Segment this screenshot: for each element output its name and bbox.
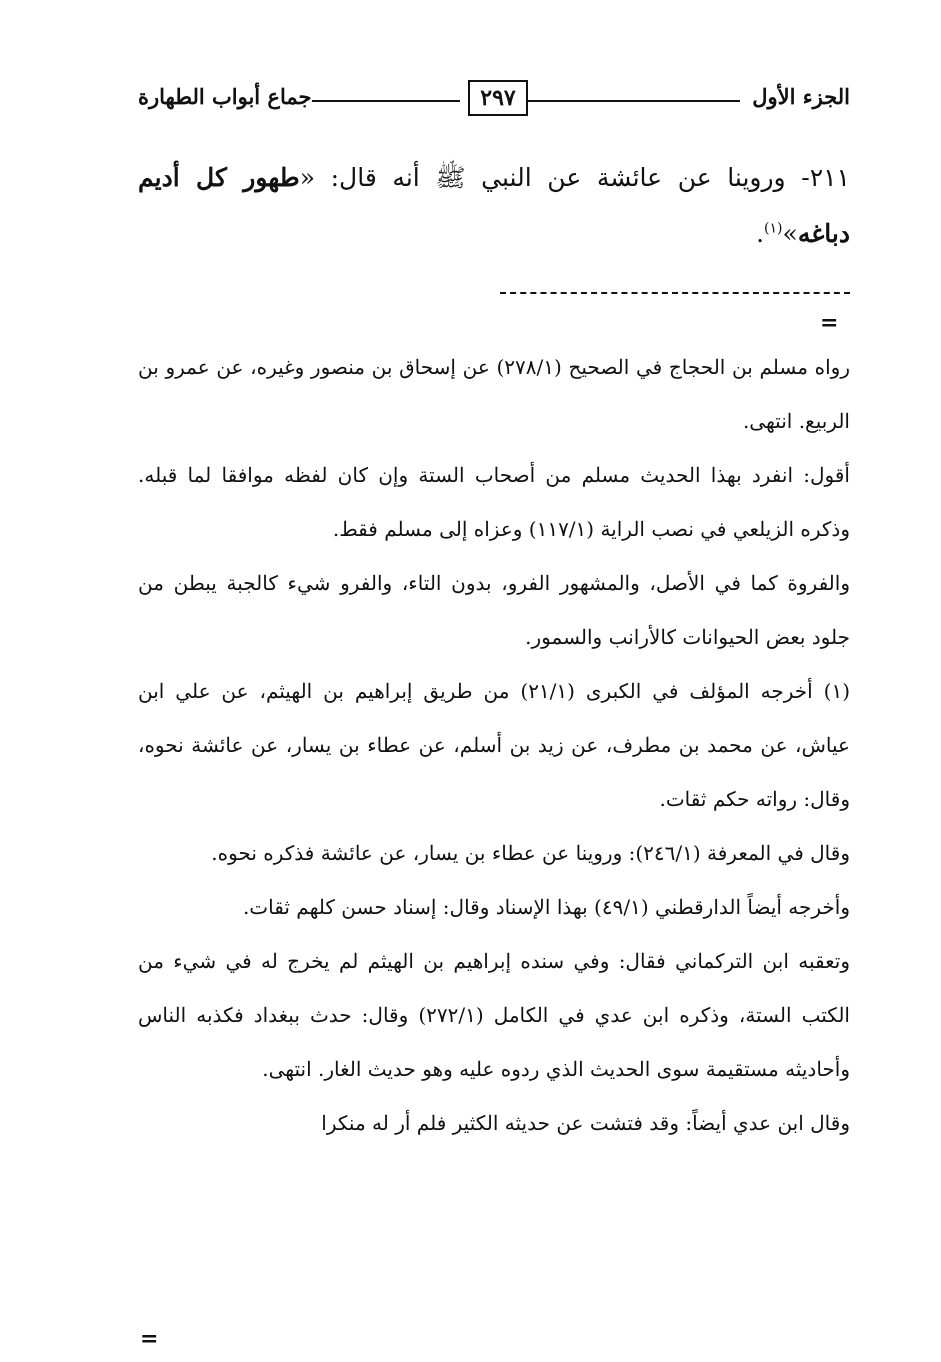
footnote-paragraph: رواه مسلم بن الحجاج في الصحيح (٢٧٨/١) عن إسحاق بن منصور وغيره، عن عمرو بن الربيع. انتهى. — [138, 355, 850, 433]
header-rule-right — [528, 100, 740, 102]
footnote-paragraph: (١) أخرجه المؤلف في الكبرى (٢١/١) من طريق إبراهيم بن الهيثم، عن علي ابن عياش، عن محمد بن مطرف، عن زيد بن أسلم، عن عطاء بن يسار، عن عائشة نحوه، وقال: رواته حكم ثقات. — [138, 679, 850, 811]
footnote-paragraph: وأخرجه أيضاً الدارقطني (٤٩/١) بهذا الإسناد وقال: إسناد حسن كلهم ثقات. — [242, 895, 850, 919]
hadith-end: . — [756, 219, 765, 248]
continuation-mark-top: = — [820, 310, 839, 336]
footnote-paragraph: وقال ابن عدي أيضاً: وقد فتشت عن حديثه الكثير فلم أر له منكرا — [321, 1111, 850, 1135]
footnote-reference: (١) — [764, 220, 783, 237]
footnote-paragraph: أقول: انفرد بهذا الحديث مسلم من أصحاب الستة وإن كان لفظه موافقا لما قبله. وذكره الزيلعي في نصب الراية (١١٧/١) وعزاه إلى مسلم فقط. — [138, 463, 850, 541]
hadith-text — [138, 150, 850, 262]
footnotes — [138, 340, 850, 1150]
footnote-paragraph: وقال في المعرفة (٢٤٦/١): وروينا عن عطاء بن يسار، عن عائشة فذكره نحوه. — [211, 841, 850, 865]
hadith-close: » — [782, 219, 798, 248]
footnote-paragraph: والفروة كما في الأصل، والمشهور الفرو، بدون التاء، والفرو شيء كالجبة يبطن من جلود بعض الحيوانات كالأرانب والسمور. — [138, 571, 850, 649]
footnote-paragraph: وتعقبه ابن التركماني فقال: وفي سنده إبراهيم بن الهيثم لم يخرج له في شيء من الكتب الستة، وذكره ابن عدي في الكامل (٢٧٢/١) وقال: حدث ببغداد فكذبه الناس وأحاديثه مستقيمة سوى الحديث الذي ردوه عليه وهو حديث الغار. انتهى. — [138, 949, 850, 1081]
header-rule-left — [312, 100, 460, 102]
page-number: ٢٩٧ — [468, 80, 528, 116]
hadith-quote: طهور كل أديم دباغه — [138, 163, 850, 248]
hadith-intro: ٢١١- وروينا عن عائشة عن النبي ﷺ أنه قال: « — [299, 163, 850, 192]
chapter-title: جماع أبواب الطهارة — [138, 84, 312, 109]
footnote-separator — [500, 292, 850, 294]
continuation-mark-bottom: = — [140, 1326, 159, 1352]
part-title: الجزء الأول — [752, 84, 850, 109]
page-header — [138, 78, 850, 120]
